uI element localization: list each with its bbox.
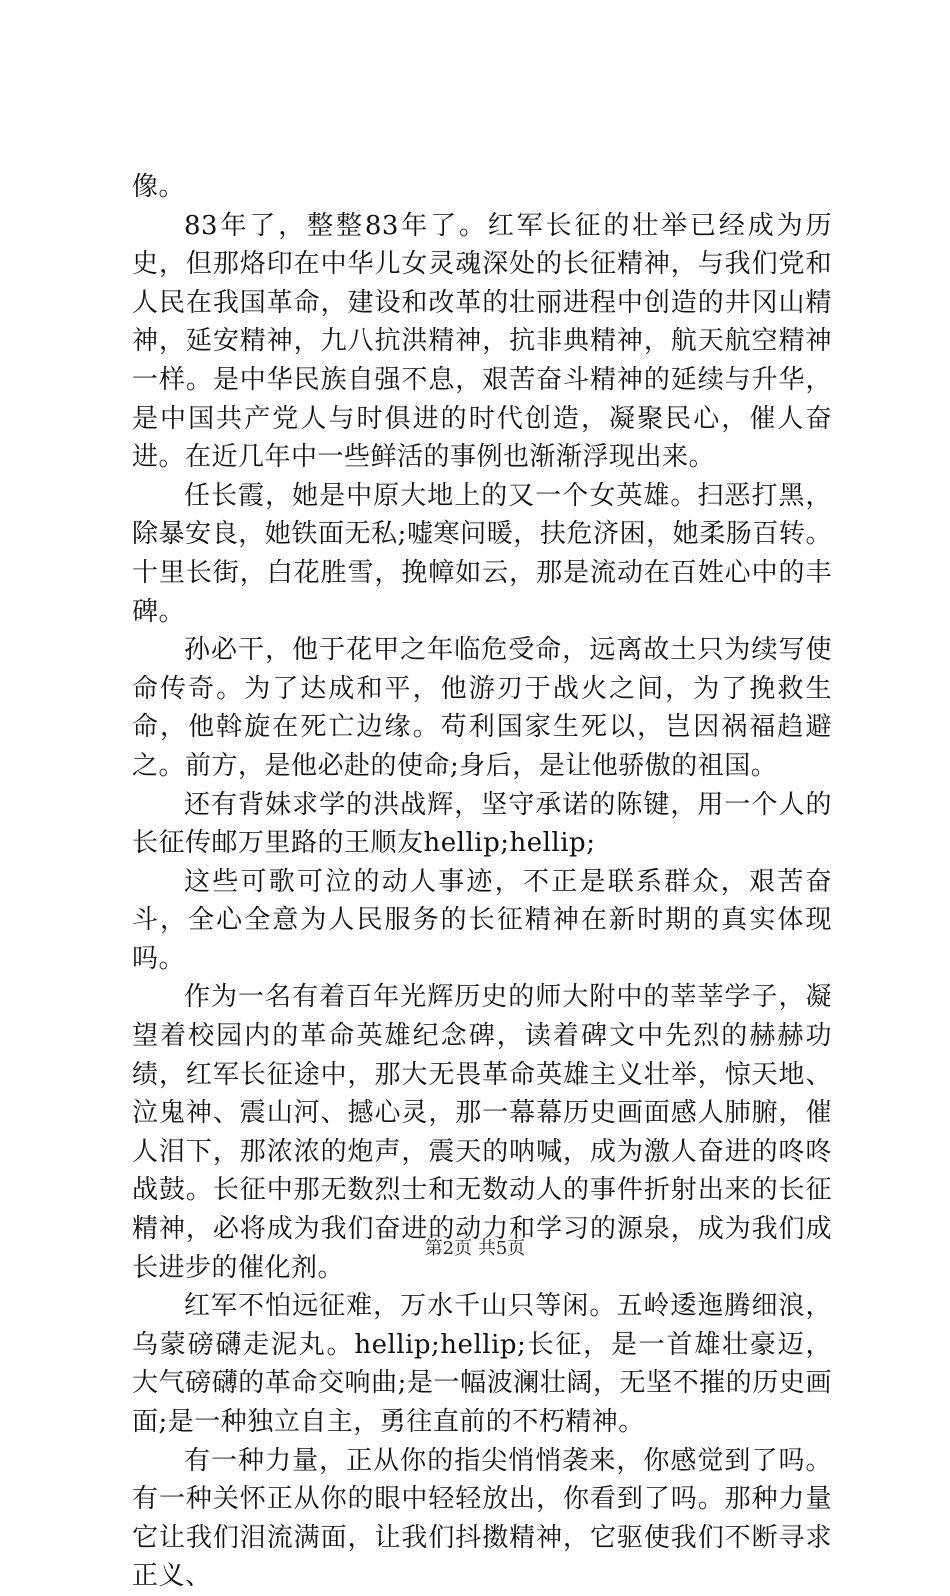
paragraph-4: 还有背妹求学的洪战辉，坚守承诺的陈键，用一个人的长征传邮万里路的王顺友hellip;hellip; [132,789,832,859]
paragraph-7: 红军不怕远征难，万水千山只等闲。五岭逶迤腾细浪，乌蒙磅礴走泥丸。hellip;hellip;长征，是一首雄壮豪迈，大气磅礴的革命交响曲;是一幅波澜壮阔，无坚不摧的历史画面;是一种独立自主，勇往直前的不朽精神。 [132,1291,832,1437]
paragraph-6: 作为一名有着百年光辉历史的师大附中的莘莘学子，凝望着校园内的革命英雄纪念碑，读着碑文中先烈的赫赫功绩，红军长征途中，那大无畏革命英雄主义壮举，惊天地、泣鬼神、震山河、撼心灵，那一幕幕历史画面感人肺腑，催人泪下，那浓浓的炮声，震天的呐喊，成为激人奋进的咚咚战鼓。长征中那无数烈士和无数动人的事件折射出来的长征精神，必将成为我们奋进的动力和学习的源泉，成为我们成长进步的催化剂。 [132,982,832,1283]
paragraph-3: 孙必干，他于花甲之年临危受命，远离故土只为续写使命传奇。为了达成和平，他游刃于战火之间，为了挽救生命，他斡旋在死亡边缘。苟利国家生死以，岂因祸福趋避之。前方，是他必赴的使命;身后，是让他骄傲的祖国。 [132,635,832,781]
paragraph-5: 这些可歌可泣的动人事迹，不正是联系群众，艰苦奋斗，全心全意为人民服务的长征精神在新时期的真实体现吗。 [132,866,832,974]
paragraph-8: 有一种力量，正从你的指尖悄悄袭来，你感觉到了吗。有一种关怀正从你的眼中轻轻放出，你看到了吗。那种力量它让我们泪流满面，让我们抖擞精神，它驱使我们不断寻求正义、 [132,1445,832,1592]
paragraph-2: 任长霞，她是中原大地上的又一个女英雄。扫恶打黑，除暴安良，她铁面无私;嘘寒问暖，扶危济困，她柔肠百转。十里长街，白花胜雪，挽幛如云，那是流动在百姓心中的丰碑。 [132,480,832,627]
paragraph-0: 像。 [132,172,186,202]
document-body [132,168,832,1596]
paragraph-1: 83年了，整整83年了。红军长征的壮举已经成为历史，但那烙印在中华儿女灵魂深处的长征精神，与我们党和人民在我国革命，建设和改革的壮丽进程中创造的井冈山精神，延安精神，九八抗洪精神，抗非典精神，航天航空精神一样。是中华民族自强不息，艰苦奋斗精神的延续与升华，是中国共产党人与时俱进的时代创造，凝聚民心，催人奋进。在近几年中一些鲜活的事例也渐渐浮现出来。 [132,210,832,473]
page-number-footer: 第2页 共5页 [424,1238,526,1259]
